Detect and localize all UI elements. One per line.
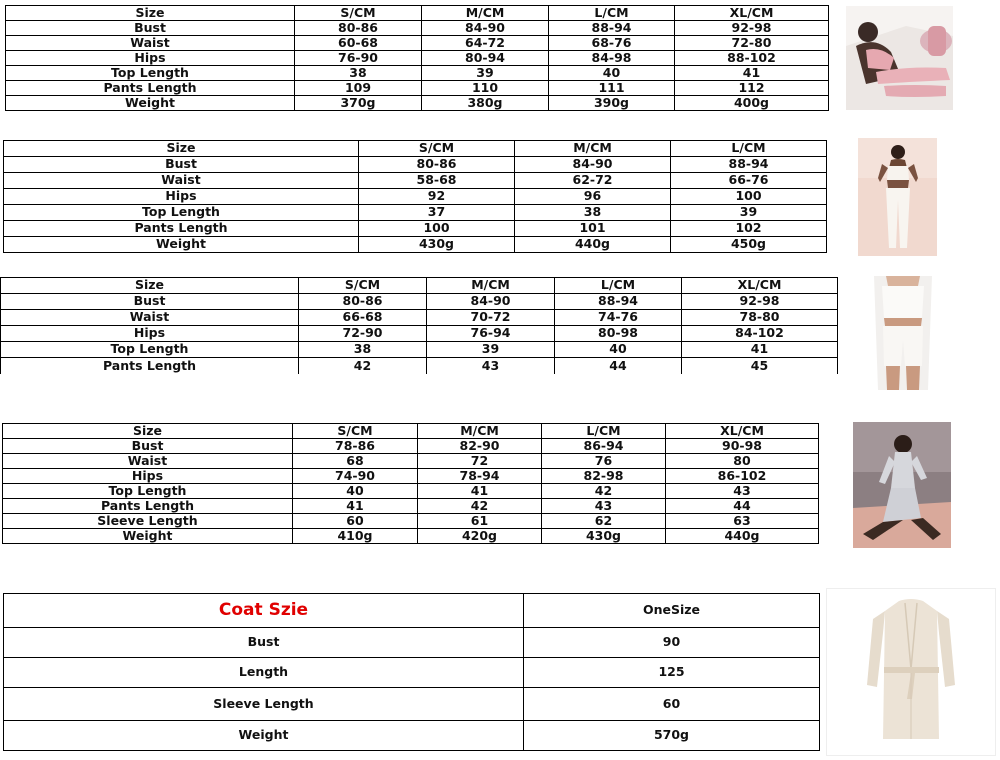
table-row xyxy=(4,221,827,237)
table-cell: 101 xyxy=(515,221,671,237)
table-row xyxy=(4,237,827,253)
table-cell: 92-98 xyxy=(675,21,829,36)
row-label: Weight xyxy=(6,96,295,111)
table-cell: 42 xyxy=(299,358,427,374)
table-cell: 38 xyxy=(299,342,427,358)
table-cell: 111 xyxy=(549,81,675,96)
header-cell: M/CM xyxy=(418,424,542,439)
table-cell: 109 xyxy=(295,81,422,96)
table-cell: 102 xyxy=(671,221,827,237)
product-photo-4 xyxy=(853,422,951,548)
table-cell: 76 xyxy=(542,454,666,469)
table-row xyxy=(4,721,820,751)
table-cell: 60 xyxy=(524,688,820,721)
table-row xyxy=(4,157,827,173)
table-cell: 88-102 xyxy=(675,51,829,66)
header-cell: Size xyxy=(4,141,359,157)
row-label: Sleeve Length xyxy=(4,688,524,721)
table-cell: 62-72 xyxy=(515,173,671,189)
header-cell: L/CM xyxy=(555,278,682,294)
table-cell: 112 xyxy=(675,81,829,96)
table-cell: 43 xyxy=(666,484,819,499)
table-cell: 76-90 xyxy=(295,51,422,66)
table-row xyxy=(6,81,829,96)
table-row xyxy=(3,469,819,484)
header-cell: M/CM xyxy=(422,6,549,21)
table-row xyxy=(6,66,829,81)
table-cell: 72-90 xyxy=(299,326,427,342)
header-cell: Size xyxy=(6,6,295,21)
table-cell: 100 xyxy=(359,221,515,237)
table-cell: 42 xyxy=(418,499,542,514)
table-cell: 88-94 xyxy=(671,157,827,173)
table-cell: 450g xyxy=(671,237,827,253)
table-cell: 440g xyxy=(666,529,819,544)
table-cell: 78-94 xyxy=(418,469,542,484)
table-cell: 84-90 xyxy=(427,294,555,310)
product-photo-2 xyxy=(858,138,937,256)
table-cell: 90-98 xyxy=(666,439,819,454)
table-cell: 42 xyxy=(542,484,666,499)
table-cell: 80-86 xyxy=(295,21,422,36)
table-cell: 58-68 xyxy=(359,173,515,189)
header-cell: S/CM xyxy=(293,424,418,439)
table-row xyxy=(3,499,819,514)
table-row xyxy=(3,454,819,469)
table-cell: 84-102 xyxy=(682,326,838,342)
row-label: Hips xyxy=(1,326,299,342)
row-label: Top Length xyxy=(3,484,293,499)
table-cell: 60 xyxy=(293,514,418,529)
product-photo-3 xyxy=(856,276,949,390)
table-cell: 78-86 xyxy=(293,439,418,454)
table-cell: 86-94 xyxy=(542,439,666,454)
row-label: Hips xyxy=(6,51,295,66)
table-cell: 44 xyxy=(555,358,682,374)
row-label: Pants Length xyxy=(6,81,295,96)
table-cell: 420g xyxy=(418,529,542,544)
table-cell: 39 xyxy=(671,205,827,221)
table-cell: 570g xyxy=(524,721,820,751)
table-row xyxy=(3,439,819,454)
table-row xyxy=(4,658,820,688)
table-cell: 44 xyxy=(666,499,819,514)
table-cell: 68-76 xyxy=(549,36,675,51)
table-cell: 64-72 xyxy=(422,36,549,51)
table-cell: 76-94 xyxy=(427,326,555,342)
table-cell: 68 xyxy=(293,454,418,469)
table-row xyxy=(1,310,838,326)
table-cell: 390g xyxy=(549,96,675,111)
header-cell: S/CM xyxy=(299,278,427,294)
table-row xyxy=(4,628,820,658)
table-cell: 41 xyxy=(418,484,542,499)
row-label: Bust xyxy=(4,628,524,658)
table-cell: 37 xyxy=(359,205,515,221)
table-cell: 39 xyxy=(427,342,555,358)
row-label: Weight xyxy=(4,237,359,253)
table-cell: 410g xyxy=(293,529,418,544)
table-cell: 63 xyxy=(666,514,819,529)
table-cell: 74-76 xyxy=(555,310,682,326)
table-cell: 82-98 xyxy=(542,469,666,484)
header-cell: Size xyxy=(1,278,299,294)
table-cell: 38 xyxy=(295,66,422,81)
coat-photo xyxy=(826,588,996,756)
table-cell: 92-98 xyxy=(682,294,838,310)
table-cell: 80-98 xyxy=(555,326,682,342)
row-label: Length xyxy=(4,658,524,688)
table-row xyxy=(3,529,819,544)
table-row xyxy=(1,326,838,342)
header-cell: XL/CM xyxy=(675,6,829,21)
table-cell: 80-86 xyxy=(299,294,427,310)
table-row xyxy=(1,342,838,358)
table-cell: 45 xyxy=(682,358,838,374)
row-label: Bust xyxy=(4,157,359,173)
table-row xyxy=(1,358,838,374)
table-cell: 90 xyxy=(524,628,820,658)
table-row xyxy=(4,173,827,189)
table-cell: 41 xyxy=(675,66,829,81)
table-cell: 66-76 xyxy=(671,173,827,189)
header-cell: XL/CM xyxy=(682,278,838,294)
table-cell: 88-94 xyxy=(549,21,675,36)
row-label: Hips xyxy=(3,469,293,484)
header-cell: M/CM xyxy=(427,278,555,294)
table-cell: 60-68 xyxy=(295,36,422,51)
row-label: Top Length xyxy=(1,342,299,358)
table-cell: 62 xyxy=(542,514,666,529)
header-cell: S/CM xyxy=(295,6,422,21)
row-label: Waist xyxy=(1,310,299,326)
table-cell: 100 xyxy=(671,189,827,205)
header-cell: L/CM xyxy=(549,6,675,21)
row-label: Waist xyxy=(6,36,295,51)
row-label: Bust xyxy=(6,21,295,36)
table-cell: 80-86 xyxy=(359,157,515,173)
table-cell: 39 xyxy=(422,66,549,81)
coat-size-label: OneSize xyxy=(524,594,820,628)
table-cell: 110 xyxy=(422,81,549,96)
table-cell: 40 xyxy=(293,484,418,499)
table-cell: 38 xyxy=(515,205,671,221)
table-cell: 72 xyxy=(418,454,542,469)
table-cell: 400g xyxy=(675,96,829,111)
header-cell: XL/CM xyxy=(666,424,819,439)
table-cell: 84-98 xyxy=(549,51,675,66)
row-label: Waist xyxy=(4,173,359,189)
table-cell: 70-72 xyxy=(427,310,555,326)
row-label: Pants Length xyxy=(3,499,293,514)
table-header-row xyxy=(1,278,838,294)
header-cell: S/CM xyxy=(359,141,515,157)
table-cell: 430g xyxy=(542,529,666,544)
row-label: Bust xyxy=(1,294,299,310)
table-cell: 84-90 xyxy=(422,21,549,36)
table-row xyxy=(1,294,838,310)
table-cell: 88-94 xyxy=(555,294,682,310)
table-row xyxy=(4,688,820,721)
table-header-row xyxy=(4,141,827,157)
row-label: Pants Length xyxy=(4,221,359,237)
table-row xyxy=(6,36,829,51)
header-cell: M/CM xyxy=(515,141,671,157)
table-cell: 43 xyxy=(427,358,555,374)
row-label: Hips xyxy=(4,189,359,205)
table-cell: 41 xyxy=(293,499,418,514)
header-cell: Size xyxy=(3,424,293,439)
row-label: Top Length xyxy=(6,66,295,81)
table-row xyxy=(6,51,829,66)
table-cell: 82-90 xyxy=(418,439,542,454)
table-header-row xyxy=(6,6,829,21)
table-cell: 41 xyxy=(682,342,838,358)
table-cell: 40 xyxy=(549,66,675,81)
table-cell: 80-94 xyxy=(422,51,549,66)
size-chart-3 xyxy=(0,277,838,374)
table-cell: 440g xyxy=(515,237,671,253)
table-cell: 380g xyxy=(422,96,549,111)
coat-title: Coat Szie xyxy=(4,594,524,628)
row-label: Bust xyxy=(3,439,293,454)
table-row xyxy=(6,96,829,111)
row-label: Waist xyxy=(3,454,293,469)
table-cell: 86-102 xyxy=(666,469,819,484)
table-cell: 43 xyxy=(542,499,666,514)
header-cell: L/CM xyxy=(542,424,666,439)
header-cell: L/CM xyxy=(671,141,827,157)
table-cell: 61 xyxy=(418,514,542,529)
size-chart-4 xyxy=(2,423,819,544)
row-label: Top Length xyxy=(4,205,359,221)
product-photo-1 xyxy=(846,6,953,110)
table-row xyxy=(3,514,819,529)
table-header-row xyxy=(3,424,819,439)
table-cell: 370g xyxy=(295,96,422,111)
table-cell: 40 xyxy=(555,342,682,358)
row-label: Weight xyxy=(4,721,524,751)
table-row xyxy=(4,189,827,205)
row-label: Sleeve Length xyxy=(3,514,293,529)
row-label: Weight xyxy=(3,529,293,544)
table-cell: 96 xyxy=(515,189,671,205)
table-cell: 72-80 xyxy=(675,36,829,51)
table-cell: 84-90 xyxy=(515,157,671,173)
table-row xyxy=(6,21,829,36)
table-cell: 74-90 xyxy=(293,469,418,484)
table-cell: 430g xyxy=(359,237,515,253)
table-cell: 66-68 xyxy=(299,310,427,326)
table-header-row xyxy=(4,594,820,628)
row-label: Pants Length xyxy=(1,358,299,374)
table-cell: 78-80 xyxy=(682,310,838,326)
table-row xyxy=(4,205,827,221)
coat-size-chart xyxy=(3,593,820,751)
table-cell: 80 xyxy=(666,454,819,469)
table-row xyxy=(3,484,819,499)
size-chart-1 xyxy=(5,5,829,111)
size-chart-2 xyxy=(3,140,827,253)
table-cell: 125 xyxy=(524,658,820,688)
table-cell: 92 xyxy=(359,189,515,205)
